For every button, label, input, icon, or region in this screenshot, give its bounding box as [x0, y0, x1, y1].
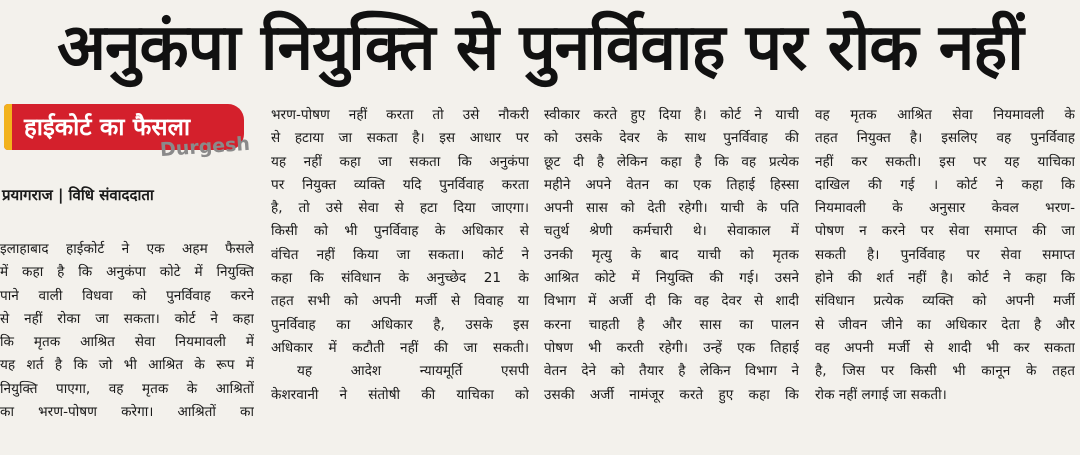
text-line: से जीवन जीने का अधिकार देता है और [815, 316, 1075, 333]
text-line: करना चाहती है और सास का पालन [544, 316, 799, 333]
text-line: उसकी अर्जी नामंजूर करते हुए कहा कि [544, 386, 799, 403]
text-line: पर नियुक्त व्यक्ति यदि पुनर्विवाह करता [271, 176, 529, 193]
text-line: संविधान प्रत्येक व्यक्ति को अपनी मर्जी [815, 293, 1075, 310]
text-line: नियमावली के अनुसार केवल भरण- [815, 200, 1075, 217]
text-line: पोषण न करने पर सेवा समाप्त की जा [815, 223, 1075, 240]
text-line: स्वीकार करते हुए दिया है। कोर्ट ने याची [544, 107, 799, 123]
text-line: तहत सभी को अपनी मर्जी से विवाह या [271, 293, 529, 310]
text-line: पाने वाली विधवा को पुनर्विवाह करने [0, 287, 254, 304]
text-line: उनकी मृत्यु के बाद याची को मृतक [544, 246, 799, 263]
text-line: पुनर्विवाह का अधिकार है, उसके इस [271, 316, 529, 333]
section-badge: हाईकोर्ट का फैसला [4, 104, 244, 150]
article-column-3 [544, 104, 799, 407]
text-line: नहीं कर सकती। इस पर यह याचिका [815, 153, 1075, 170]
text-line: है, तो उसे सेवा से हटा दिया जाएगा। [271, 200, 529, 217]
article-column-4 [815, 104, 1075, 407]
text-line: छूट दी है लेकिन कहा है कि वह प्रत्येक [544, 153, 799, 170]
text-line: को उसके देवर के साथ पुनर्विवाह की [544, 130, 799, 147]
article-column-1 [0, 238, 254, 424]
text-line: से नहीं रोका जा सकता। कोर्ट ने कहा [0, 310, 254, 327]
text-line: में कहा है कि अनुकंपा कोटे में नियुक्ति [0, 264, 254, 281]
text-line: वह मृतक आश्रित सेवा नियमावली के [815, 107, 1075, 123]
text-line: वेतन देने को तैयार है लेकिन विभाग ने [544, 363, 799, 380]
text-line: होने की शर्त नहीं है। कोर्ट ने कहा कि [815, 270, 1075, 287]
text-line: यह नहीं कहा जा सकता कि अनुकंपा [271, 153, 529, 170]
text-line: वह अपनी मर्जी से शादी भी कर सकता [815, 339, 1075, 356]
text-line: से हटाया जा सकता है। इस आधार पर [271, 130, 529, 147]
text-line: किसी को भी पुनर्विवाह के अधिकार से [271, 223, 529, 240]
text-line: कि मृतक आश्रित सेवा नियमावली में [0, 334, 254, 351]
text-line: यह आदेश न्यायमूर्ति एसपी [297, 363, 529, 380]
text-line: अधिकार में कटौती नहीं की जा सकती। [271, 339, 529, 356]
text-line: इलाहाबाद हाईकोर्ट ने एक अहम फैसले [0, 241, 254, 257]
text-line: अपनी सास को देती रहेगी। याची के पति [544, 200, 799, 217]
text-line: तहत नियुक्त है। इसलिए वह पुनर्विवाह [815, 130, 1075, 147]
headline: अनुकंपा नियुक्ति से पुनर्विवाह पर रोक नहीं [57, 11, 1023, 85]
text-line: भरण-पोषण नहीं करता तो उसे नौकरी [271, 107, 529, 123]
text-line: है, जिस पर किसी भी कानून के तहत [815, 363, 1075, 380]
text-line: केशरवानी ने संतोषी की याचिका को [271, 386, 529, 403]
text-line: दाखिल की गई । कोर्ट ने कहा कि [815, 176, 1075, 193]
text-line: कहा कि संविधान के अनुच्छेद 21 के [271, 270, 529, 287]
text-line: वंचित नहीं किया जा सकता। कोर्ट ने [271, 246, 529, 263]
text-line: यह शर्त है कि जो भी आश्रित के रूप में [0, 357, 254, 374]
text-line: चतुर्थ श्रेणी कर्मचारी थे। सेवाकाल में [544, 223, 799, 240]
text-line: महीने अपने वेतन का एक तिहाई हिस्सा [544, 176, 799, 193]
text-line: नियुक्ति पाएगा, वह मृतक के आश्रितों [0, 380, 254, 397]
dateline: प्रयागराज | विधि संवाददाता [2, 186, 154, 204]
article-column-2 [271, 104, 529, 407]
text-line: आश्रित कोटे में नियुक्ति की गई। उसने [544, 270, 799, 287]
text-line: का भरण-पोषण करेगा। आश्रितों का [0, 404, 254, 421]
text-line: विभाग में अर्जी दी कि वह देवर से शादी [544, 293, 799, 310]
text-line: रोक नहीं लगाई जा सकती। [815, 386, 947, 403]
text-line: पोषण भी करती रहेगी। उन्हें एक तिहाई [544, 339, 799, 356]
text-line: सकती है। पुनर्विवाह पर सेवा समाप्त [815, 246, 1075, 263]
watermark: Durgesh [159, 132, 251, 162]
